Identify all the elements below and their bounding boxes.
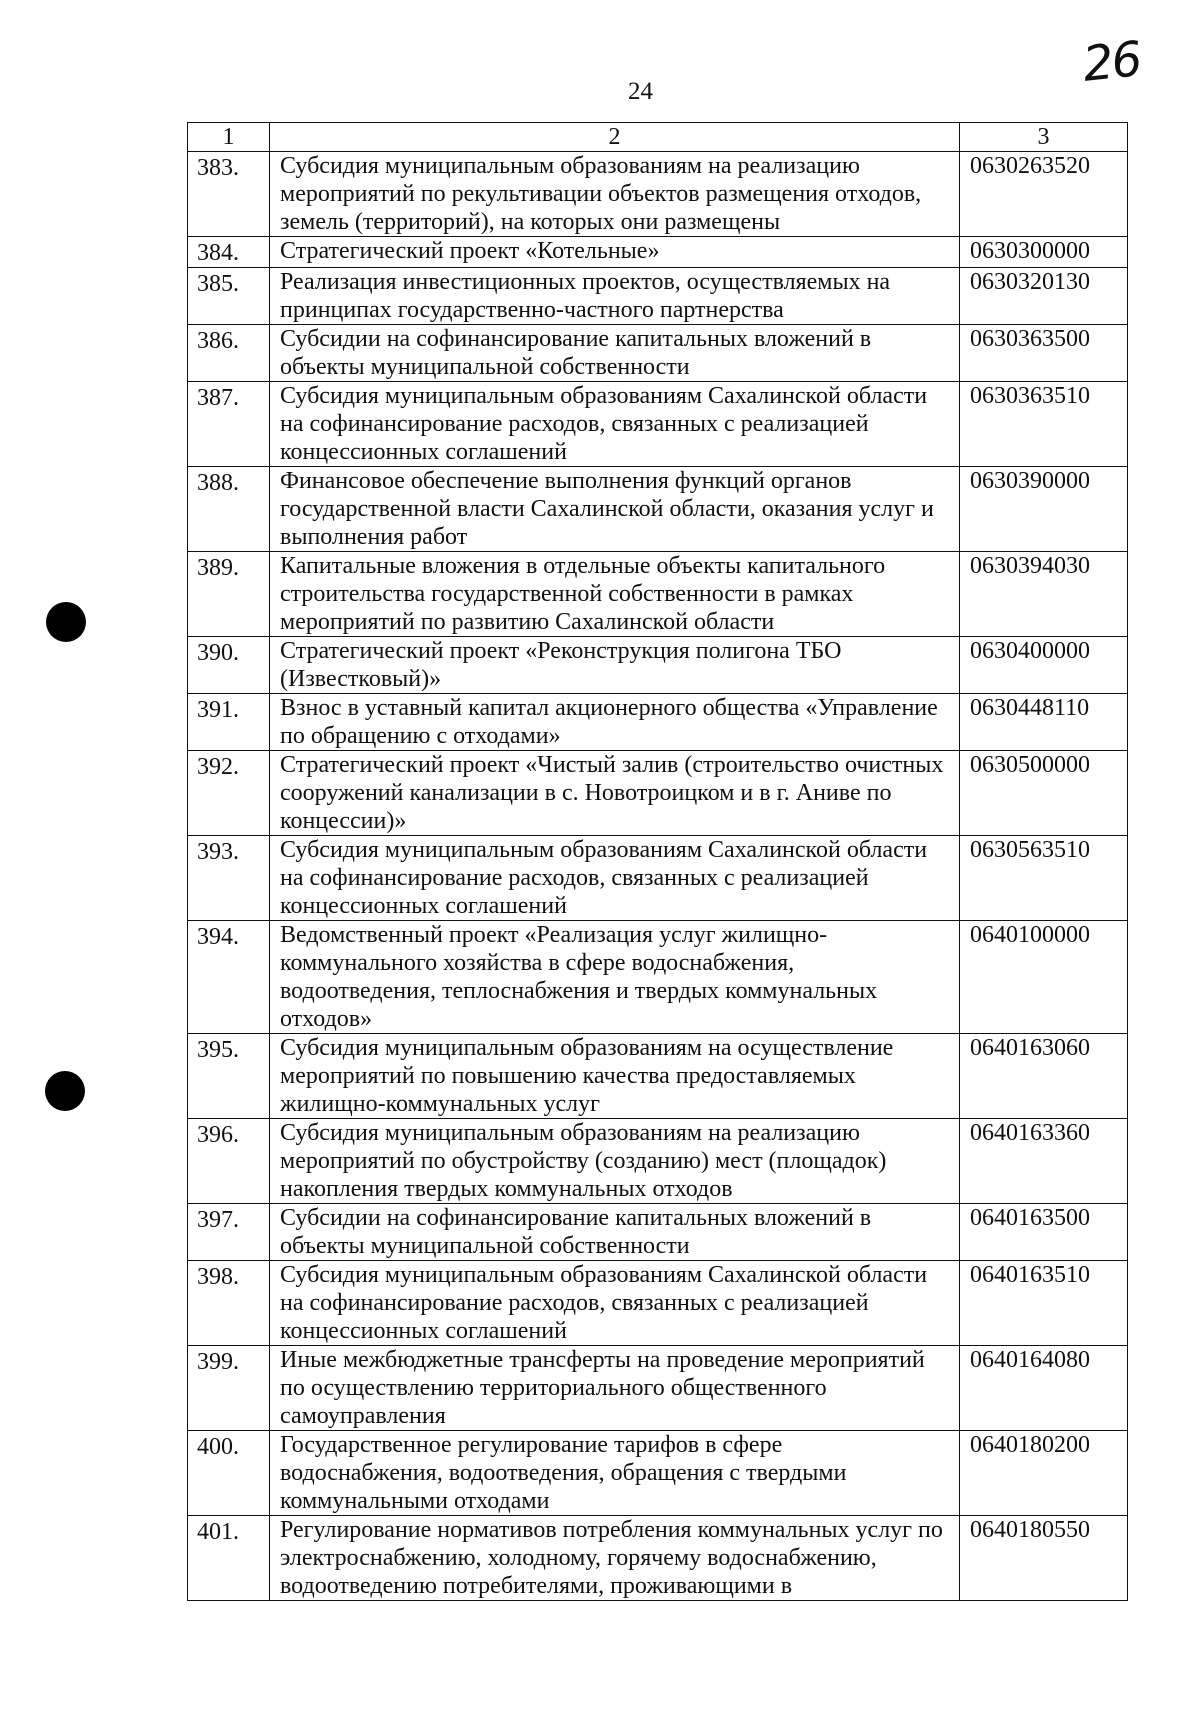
table-row — [188, 1204, 1128, 1261]
row-number: 401. — [188, 1516, 270, 1601]
row-name: Ведомственный проект «Реализация услуг жилищно-коммунального хозяйства в сфере водоснабжения, водоотведения, теплоснабжения и твердых коммунальных отходов» — [270, 921, 960, 1034]
row-name: Реализация инвестиционных проектов, осуществляемых на принципах государственно-частного партнерства — [270, 268, 960, 325]
row-number: 400. — [188, 1431, 270, 1516]
row-number: 385. — [188, 268, 270, 325]
row-code: 0630448110 — [960, 694, 1128, 751]
row-name: Взнос в уставный капитал акционерного общества «Управление по обращению с отходами» — [270, 694, 960, 751]
row-code: 0630300000 — [960, 237, 1128, 268]
table-row — [188, 1034, 1128, 1119]
row-code: 0640180200 — [960, 1431, 1128, 1516]
row-name: Финансовое обеспечение выполнения функций органов государственной власти Сахалинской области, оказания услуг и выполнения работ — [270, 467, 960, 552]
table-row — [188, 751, 1128, 836]
row-code: 0640163500 — [960, 1204, 1128, 1261]
row-code: 0640163510 — [960, 1261, 1128, 1346]
row-code: 0640100000 — [960, 921, 1128, 1034]
table-row — [188, 1261, 1128, 1346]
column-header-number: 1 — [188, 123, 270, 152]
row-code: 0630563510 — [960, 836, 1128, 921]
row-name: Стратегический проект «Чистый залив (строительство очистных сооружений канализации в с. Новотроицком и в г. Аниве по концессии)» — [270, 751, 960, 836]
table-row — [188, 325, 1128, 382]
row-number: 399. — [188, 1346, 270, 1431]
table-row — [188, 1346, 1128, 1431]
row-name: Субсидии на софинансирование капитальных вложений в объекты муниципальной собственности — [270, 1204, 960, 1261]
table-row — [188, 152, 1128, 237]
row-number: 388. — [188, 467, 270, 552]
row-number: 383. — [188, 152, 270, 237]
table-body — [188, 152, 1128, 1601]
table-row — [188, 1516, 1128, 1601]
row-number: 396. — [188, 1119, 270, 1204]
table-row — [188, 237, 1128, 268]
row-code: 0640163060 — [960, 1034, 1128, 1119]
page-number: 24 — [628, 78, 653, 105]
budget-classification-table — [187, 122, 1128, 1601]
row-number: 390. — [188, 637, 270, 694]
row-number: 397. — [188, 1204, 270, 1261]
row-name: Иные межбюджетные трансферты на проведение мероприятий по осуществлению территориального общественного самоуправления — [270, 1346, 960, 1431]
row-number: 392. — [188, 751, 270, 836]
row-number: 386. — [188, 325, 270, 382]
row-code: 0640180550 — [960, 1516, 1128, 1601]
row-number: 391. — [188, 694, 270, 751]
table-row — [188, 1119, 1128, 1204]
table-row — [188, 1431, 1128, 1516]
row-name: Субсидия муниципальным образованиям Сахалинской области на софинансирование расходов, связанных с реализацией концессионных соглашений — [270, 382, 960, 467]
table-row — [188, 467, 1128, 552]
row-code: 0630320130 — [960, 268, 1128, 325]
row-code: 0640163360 — [960, 1119, 1128, 1204]
row-name: Регулирование нормативов потребления коммунальных услуг по электроснабжению, холодному, горячему водоснабжению, водоотведению потребителями, проживающими в — [270, 1516, 960, 1601]
row-number: 389. — [188, 552, 270, 637]
punch-hole — [46, 602, 86, 642]
row-code: 0630390000 — [960, 467, 1128, 552]
row-number: 384. — [188, 237, 270, 268]
row-number: 394. — [188, 921, 270, 1034]
row-number: 387. — [188, 382, 270, 467]
punch-hole — [45, 1071, 85, 1111]
row-code: 0630394030 — [960, 552, 1128, 637]
row-code: 0630263520 — [960, 152, 1128, 237]
row-name: Стратегический проект «Котельные» — [270, 237, 960, 268]
row-name: Субсидии на софинансирование капитальных вложений в объекты муниципальной собственности — [270, 325, 960, 382]
handwritten-page-number: 26 — [1080, 31, 1143, 93]
row-name: Субсидия муниципальным образованиям Сахалинской области на софинансирование расходов, связанных с реализацией концессионных соглашений — [270, 1261, 960, 1346]
table-row — [188, 552, 1128, 637]
row-name: Субсидия муниципальным образованиям на осуществление мероприятий по повышению качества предоставляемых жилищно-коммунальных услуг — [270, 1034, 960, 1119]
table-row — [188, 268, 1128, 325]
column-header-code: 3 — [960, 123, 1128, 152]
row-name: Субсидия муниципальным образованиям на реализацию мероприятий по обустройству (созданию) мест (площадок) накопления твердых коммунальных отходов — [270, 1119, 960, 1204]
table-row — [188, 637, 1128, 694]
row-code: 0640164080 — [960, 1346, 1128, 1431]
row-number: 393. — [188, 836, 270, 921]
row-code: 0630363500 — [960, 325, 1128, 382]
row-name: Капитальные вложения в отдельные объекты капитального строительства государственной собственности в рамках мероприятий по развитию Сахалинской области — [270, 552, 960, 637]
row-name: Субсидия муниципальным образованиям Сахалинской области на софинансирование расходов, связанных с реализацией концессионных соглашений — [270, 836, 960, 921]
table-header-row — [188, 123, 1128, 152]
row-code: 0630363510 — [960, 382, 1128, 467]
row-name: Государственное регулирование тарифов в сфере водоснабжения, водоотведения, обращения с твердыми коммунальными отходами — [270, 1431, 960, 1516]
row-code: 0630500000 — [960, 751, 1128, 836]
table-row — [188, 836, 1128, 921]
row-number: 398. — [188, 1261, 270, 1346]
row-name: Субсидия муниципальным образованиям на реализацию мероприятий по рекультивации объектов размещения отходов, земель (территорий), на которых они размещены — [270, 152, 960, 237]
column-header-name: 2 — [270, 123, 960, 152]
table-row — [188, 694, 1128, 751]
table-row — [188, 382, 1128, 467]
row-number: 395. — [188, 1034, 270, 1119]
row-name: Стратегический проект «Реконструкция полигона ТБО (Известковый)» — [270, 637, 960, 694]
row-code: 0630400000 — [960, 637, 1128, 694]
table-row — [188, 921, 1128, 1034]
